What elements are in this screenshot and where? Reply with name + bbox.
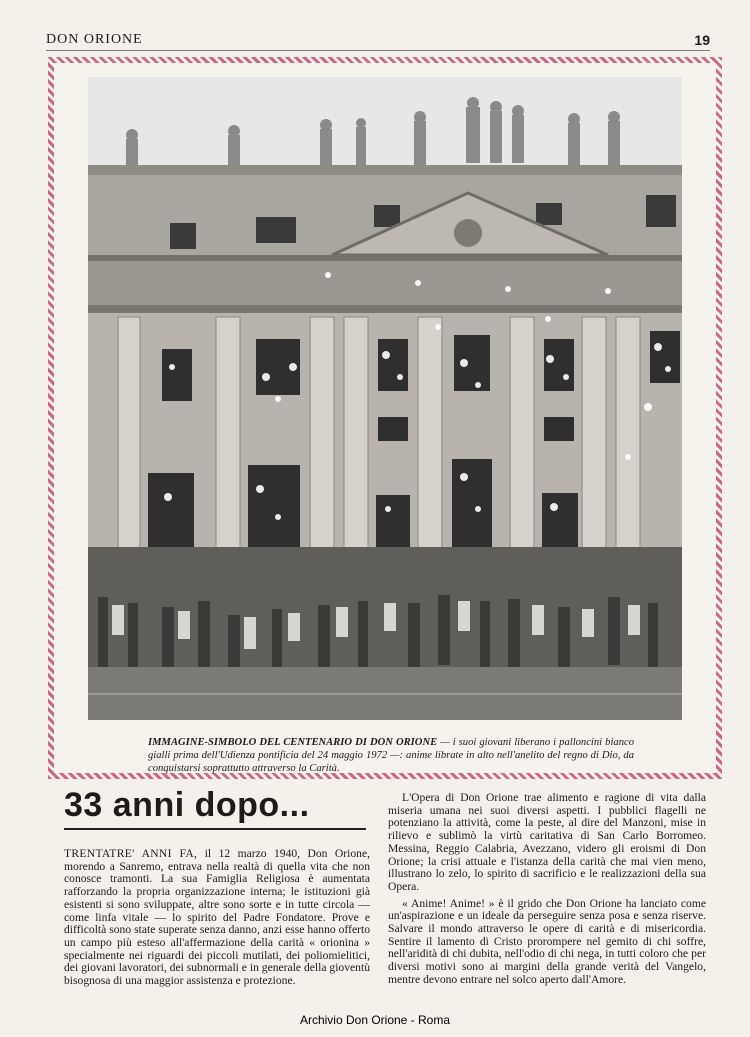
headline-rule [64, 828, 366, 830]
basilica-photo [88, 77, 682, 720]
article-column-left [64, 848, 370, 988]
archive-footer: Archivio Don Orione - Roma [299, 1013, 451, 1027]
article-paragraph: L'Opera di Don Orione trae alimento e ragione di vita dalla miseria umana nei suoi diversi aspetti. I pubblici flagelli ne potenziano la attività, come la peste, al dire del Manzoni, mise in rilievo e sublimò la virtù caritativa di San Carlo Borromeo. Messina, Reggio Calabria, Avezzano, videro gli eroismi di Don Orione; la crisi attuale e l'istanza della carità che mai vien meno, illustrano lo zelo, lo spirito di sacrificio e le realizzazioni della sua Opera. [388, 791, 706, 893]
article-left-text: il 12 marzo 1940, Don Orione, morendo a Sanremo, entrava nella realtà di quella vita che non conosce tramonti. La sua Famiglia Religiosa è aumentata rafforzando la propria organizzazione interna; le istituzioni già esistenti si sono sviluppate, altre sono sorte e in tutte circola — come linfa vitale — lo spirito del Padre Fondatore. Prove e difficoltà sono state superate senza danno, anzi esse hanno offerto un campo più esteso all'affermazione della carità « orionina » specialmente nei riguardi dei piccoli mutilati, dei poliomielitici, dei giovani lavoratori, dei subnormali e in generale della gioventù bisognosa di una maggior assistenza e protezione. [64, 847, 370, 988]
article-paragraph [64, 848, 370, 988]
article-lead: TRENTATRE' ANNI FA, [64, 847, 198, 860]
photo-caption-area [54, 720, 716, 780]
article-paragraph: « Anime! Anime! » è il grido che Don Orione ha lanciato come un'aspirazione e un ideale da perseguire senza posa e senza riserve. Salvare il mondo attraverso le opere di carità e di misericordia. Sentire il lamento di Cristo prorompere nel gemito di chi soffre, nell'aridità di chi dubita, nell'odio di chi nega, in tutti coloro che per diversi motivi sono ai margini della grande verità del Vangelo, mentre devono entrare nel solco aperto dall'Amore. [388, 896, 706, 986]
page-number: 19 [694, 32, 710, 48]
photo-caption [148, 736, 634, 775]
caption-title: IMMAGINE-SIMBOLO DEL CENTENARIO DI DON ORIONE [148, 737, 438, 748]
page-header [46, 30, 710, 51]
article-headline: 33 anni dopo... [64, 786, 310, 824]
magazine-title: DON ORIONE [46, 32, 143, 47]
article-column-right [388, 792, 706, 987]
photo-frame [48, 57, 722, 779]
caption-text: — i suoi giovani liberano i palloncini bianco gialli prima dell'Udienza pontificia del 24 maggio 1972 —: anime librate in alto nell'anelito del regno di Dio, da conquistarsi soprattutto attraverso la Carità. [148, 737, 634, 774]
